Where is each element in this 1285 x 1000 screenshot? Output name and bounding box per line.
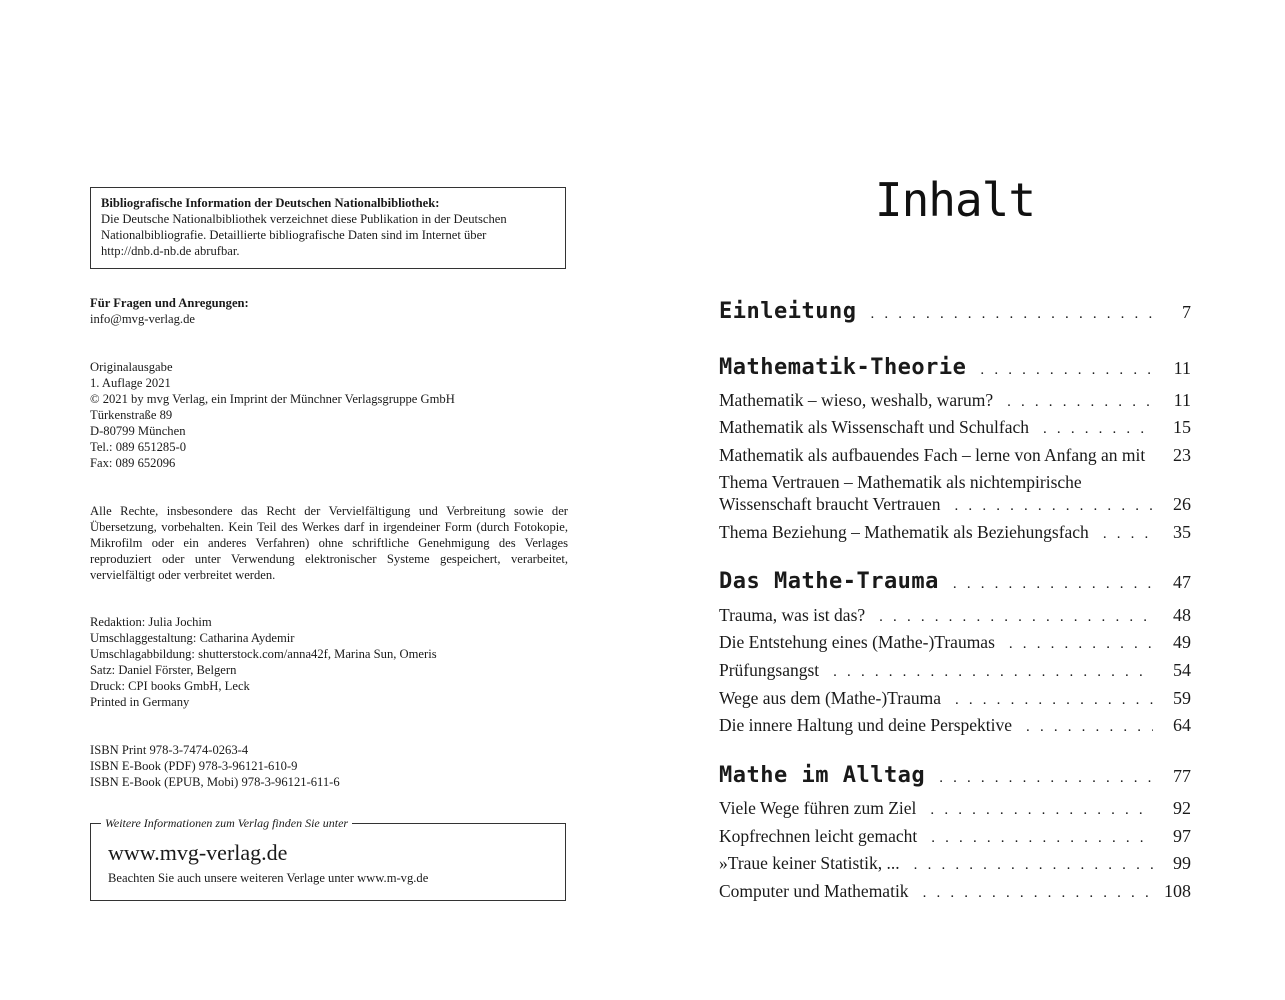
toc-entry[interactable]: [719, 659, 1191, 683]
publisher-info-box: [90, 816, 566, 901]
leader-dots: [930, 799, 1153, 821]
toc-entry[interactable]: [719, 825, 1191, 849]
leader-dots: [1103, 523, 1153, 545]
toc-entry[interactable]: [719, 389, 1191, 413]
toc-chapter-title: Mathe im Alltag: [719, 763, 926, 788]
page-number: 35: [1173, 522, 1191, 542]
toc-chapter[interactable]: [719, 571, 1191, 595]
edition-block: [90, 359, 568, 471]
toc-chapter[interactable]: [719, 301, 1191, 325]
page-number: 47: [1173, 572, 1191, 592]
leader-dots: [879, 606, 1153, 628]
bib-line: Nationalbibliografie. Detaillierte bibliografische Daten sind im Internet über: [101, 228, 487, 242]
toc-chapter-title: Einleitung: [719, 299, 857, 324]
edition-line: Tel.: 089 651285-0: [90, 440, 187, 454]
toc-entry-title: Thema Vertrauen – Mathematik als nichtempirische: [719, 472, 1082, 492]
toc-chapter[interactable]: [719, 357, 1191, 381]
isbn-line: ISBN E-Book (PDF) 978-3-96121-610-9: [90, 759, 298, 773]
page-number: 77: [1173, 766, 1191, 786]
edition-line: 1. Auflage 2021: [90, 376, 171, 390]
publisher-url[interactable]: www.mvg-verlag.de: [108, 840, 288, 865]
edition-line: Türkenstraße 89: [90, 408, 173, 422]
toc-page: [719, 0, 1191, 1000]
toc-entry[interactable]: [719, 631, 1191, 655]
page-number: 26: [1173, 494, 1191, 514]
leader-dots: [931, 827, 1153, 849]
page-number: 49: [1173, 632, 1191, 652]
toc-entry-second-line: [719, 493, 1191, 517]
credit-line: Printed in Germany: [90, 695, 190, 709]
page-number: 99: [1173, 853, 1191, 873]
toc-entry-title: Kopfrechnen leicht gemacht: [719, 826, 918, 846]
credit-line: Redaktion: Julia Jochim: [90, 615, 212, 629]
toc-entry[interactable]: [719, 521, 1191, 545]
contact-title: Für Fragen und Anregungen:: [90, 296, 249, 310]
credit-line: Umschlagabbildung: shutterstock.com/anna42f, Marina Sun, Omeris: [90, 647, 437, 661]
toc-entry-title: Trauma, was ist das?: [719, 605, 866, 625]
credit-line: Satz: Daniel Förster, Belgern: [90, 663, 237, 677]
toc-entry-title: Prüfungsangst: [719, 660, 820, 680]
contact-block: [90, 295, 568, 327]
toc-entry-title: Die innere Haltung und deine Perspektive: [719, 715, 1013, 735]
leader-dots: [1043, 418, 1153, 440]
page-number: 11: [1173, 390, 1191, 410]
leader-dots: [914, 854, 1153, 876]
page-number: 108: [1164, 881, 1191, 901]
toc-title: Inhalt: [874, 173, 1036, 227]
edition-line: Fax: 089 652096: [90, 456, 176, 470]
bib-line: http://dnb.d-nb.de abrufbar.: [101, 244, 240, 258]
leader-dots: [953, 573, 1153, 595]
leader-dots: [955, 689, 1153, 711]
leader-dots: [1007, 391, 1153, 413]
page-number: 15: [1173, 417, 1191, 437]
toc-entry-title: Thema Beziehung – Mathematik als Beziehungsfach: [719, 522, 1089, 542]
page-number: 54: [1173, 660, 1191, 680]
toc-chapter-title: Das Mathe-Trauma: [719, 569, 939, 594]
toc-chapter-title: Mathematik-Theorie: [719, 355, 967, 380]
page-number: 64: [1173, 715, 1191, 735]
page-number: 11: [1173, 358, 1191, 378]
leader-dots: [870, 303, 1153, 325]
leader-dots: [939, 767, 1153, 789]
leader-dots: [833, 661, 1153, 683]
info-caption: Weitere Informationen zum Verlag finden Sie unter: [101, 815, 352, 831]
toc-entry[interactable]: [719, 797, 1191, 821]
toc-entry[interactable]: [719, 471, 1191, 517]
toc-entry[interactable]: [719, 416, 1191, 440]
edition-line: © 2021 by mvg Verlag, ein Imprint der Münchner Verlagsgruppe GmbH: [90, 392, 455, 406]
isbn-line: ISBN E-Book (EPUB, Mobi) 978-3-96121-611-6: [90, 775, 340, 789]
page-number: 59: [1173, 688, 1191, 708]
toc-entry-title: Die Entstehung eines (Mathe-)Traumas: [719, 632, 995, 652]
leader-dots: [955, 495, 1153, 517]
toc-entry-title: »Traue keiner Statistik, ...: [719, 853, 900, 873]
imprint-page: [90, 0, 568, 1000]
rights-notice: Alle Rechte, insbesondere das Recht der Vervielfältigung und Verbreitung sowie der Übersetzung, vorbehalten. Kein Teil des Werkes darf in irgendeiner Form (durch Fotokopie, Mikrofilm oder ein anderes Verfahren) ohne schriftliche Genehmigung des Verlages reproduziert oder unter Verwendung elektronischer Systeme gespeichert, verarbeitet, vervielfältigt oder verbreitet werden.: [90, 504, 568, 582]
info-note: Beachten Sie auch unsere weiteren Verlage unter www.m-vg.de: [108, 871, 429, 885]
toc-entry[interactable]: [719, 444, 1191, 466]
edition-line: D-80799 München: [90, 424, 186, 438]
toc-entry-title: Mathematik als Wissenschaft und Schulfach: [719, 417, 1030, 437]
credits-block: [90, 614, 568, 710]
toc-entry-title: Mathematik – wieso, weshalb, warum?: [719, 390, 994, 410]
credit-line: Umschlaggestaltung: Catharina Aydemir: [90, 631, 295, 645]
edition-line: Originalausgabe: [90, 360, 173, 374]
isbn-block: [90, 742, 568, 790]
credit-line: Druck: CPI books GmbH, Leck: [90, 679, 250, 693]
toc-entry-title: Viele Wege führen zum Ziel: [719, 798, 917, 818]
toc-entry[interactable]: [719, 714, 1191, 738]
page-number: 48: [1173, 605, 1191, 625]
bibliographic-info-box: [90, 187, 566, 269]
toc-entry[interactable]: [719, 880, 1191, 904]
page-number: 97: [1173, 826, 1191, 846]
toc-entry-title: Computer und Mathematik: [719, 881, 909, 901]
bib-line: Die Deutsche Nationalbibliothek verzeichnet diese Publikation in der Deutschen: [101, 212, 507, 226]
page-number: 7: [1182, 302, 1191, 322]
leader-dots: [1026, 716, 1153, 738]
toc-entry-title: Wege aus dem (Mathe-)Trauma: [719, 688, 941, 708]
contact-email: info@mvg-verlag.de: [90, 312, 195, 326]
leader-dots: [923, 882, 1153, 904]
leader-dots: [980, 359, 1153, 381]
page-number: 23: [1173, 445, 1191, 465]
bib-title: Bibliografische Information der Deutschen Nationalbibliothek:: [101, 196, 440, 210]
toc-entry-title: Mathematik als aufbauendes Fach – lerne von Anfang an mit: [719, 445, 1146, 465]
toc-entry[interactable]: [719, 604, 1191, 628]
toc-entry-title-cont: Wissenschaft braucht Vertrauen: [719, 494, 941, 514]
toc-entry[interactable]: [719, 687, 1191, 711]
page-number: 92: [1173, 798, 1191, 818]
leader-dots: [1009, 633, 1153, 655]
toc-entry[interactable]: [719, 852, 1191, 876]
isbn-line: ISBN Print 978-3-7474-0263-4: [90, 743, 249, 757]
toc-chapter[interactable]: [719, 765, 1191, 789]
